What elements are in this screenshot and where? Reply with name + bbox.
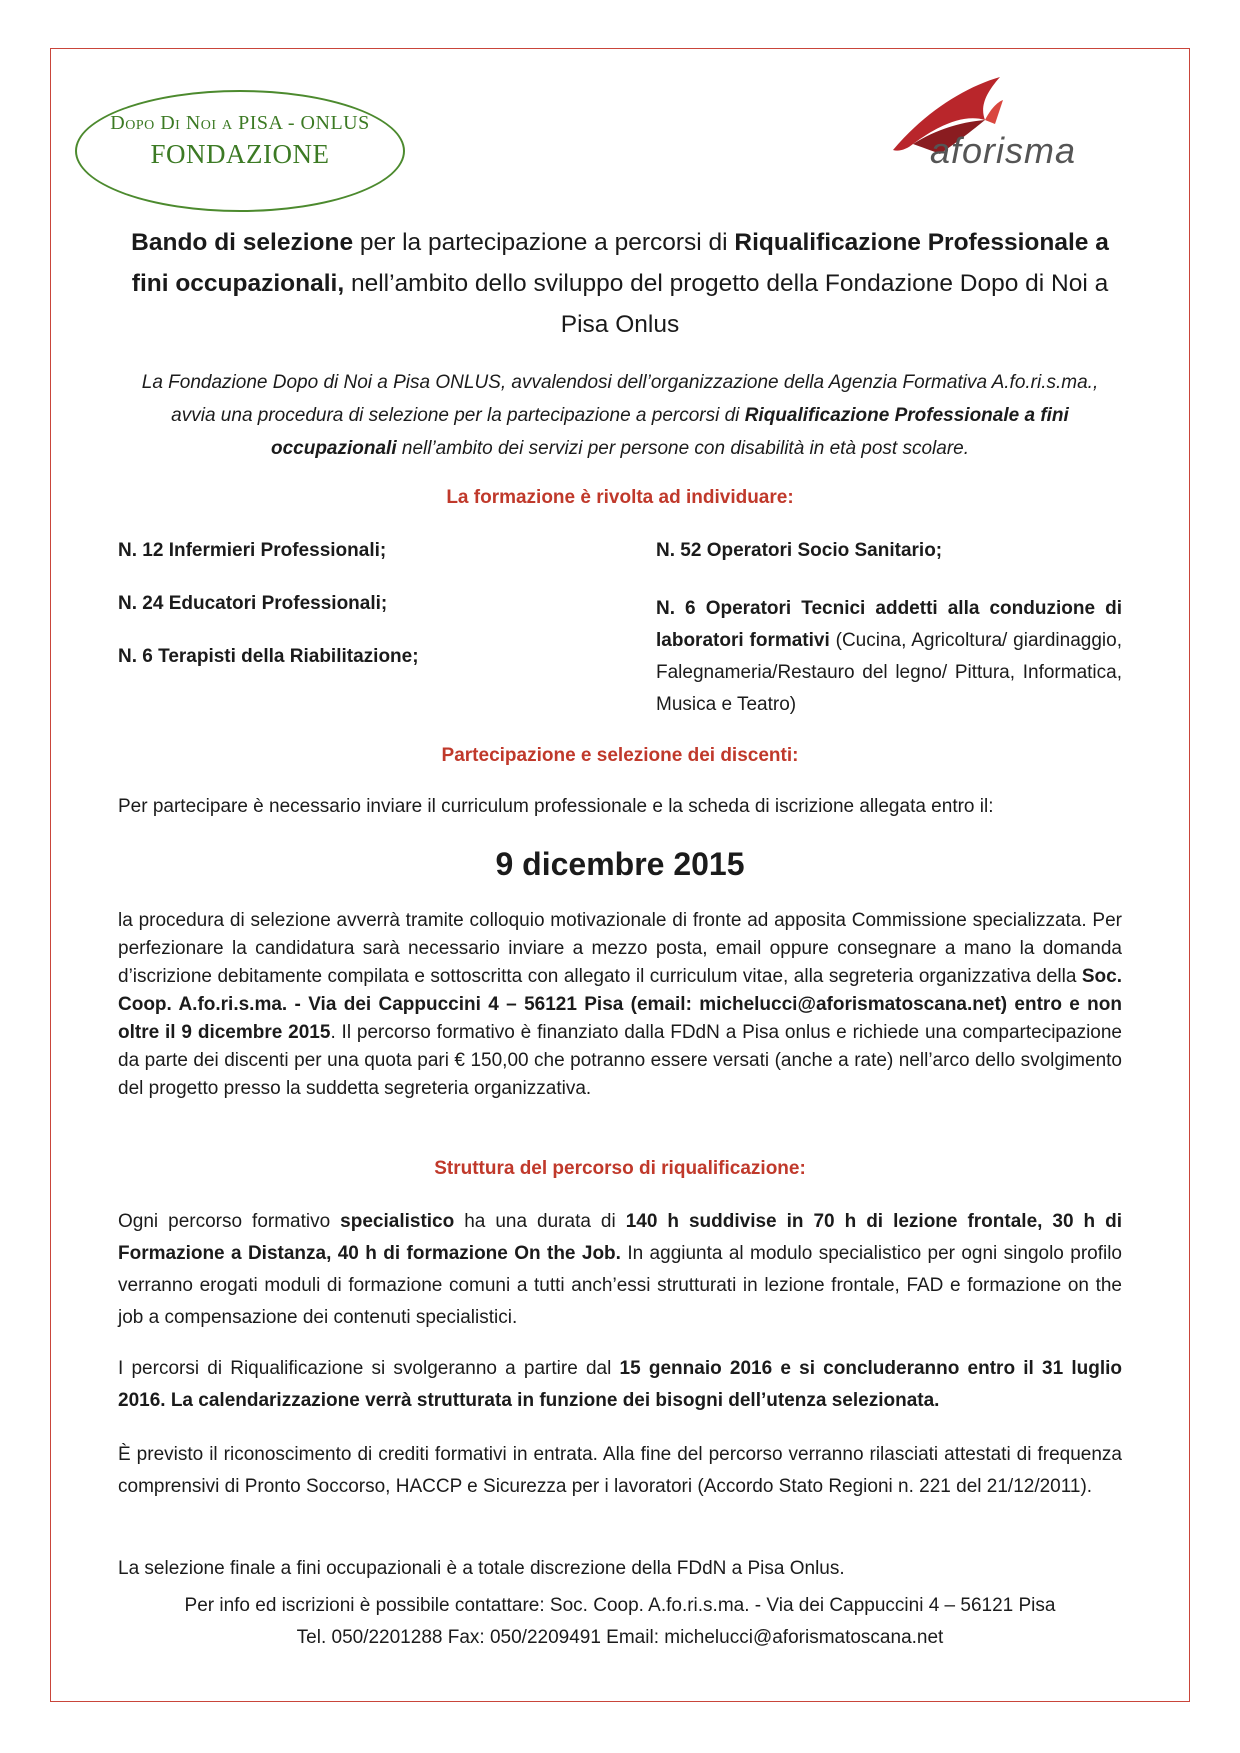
headline-bold-2: Riqualificazione Professionale a fini occupazionali, [131,229,1109,297]
procedure-text-1: la procedura di selezione avverrà tramite colloquio motivazionale di fronte ad apposita Commissione specializzata. Per perfezionare la candidatura sarà necessario inviare a mezzo posta, email oppure consegnare a mano la domanda d’iscrizione debitamente compilata e sottoscritta con allegato il curriculum vitae, alla segreteria organizzativa della [118,910,1122,987]
fondazione-logo-line2: FONDAZIONE [150,139,330,169]
intro-paragraph [118,366,1122,465]
contact-footer [118,1590,1122,1654]
profile-item-bold: N. 6 Operatori Tecnici addetti alla conduzione di laboratori formativi [656,598,1122,651]
participation-intro: Per partecipare è necessario inviare il curriculum professionale e la scheda di iscrizione allegata entro il: [118,796,994,817]
fondazione-logo [75,90,405,212]
headline-text-2: nell’ambito dello sviluppo del progetto della Fondazione Dopo di Noi a Pisa Onlus [344,270,1109,338]
structure-paragraph-2 [118,1353,1122,1417]
aforisma-brand: aforisma [930,130,1077,171]
structure-paragraph-4: La selezione finale a fini occupazionali è a totale discrezione della FDdN a Pisa Onlus. [118,1558,845,1579]
profile-item: N. 52 Operatori Socio Sanitario; [656,540,943,561]
procedure-text-2: . Il percorso formativo è finanziato dalla FDdN a Pisa onlus e richiede una compartecipazione da parte dei discenti per una quota pari € 150,00 che potranno essere versati (anche a rate) nell’arco dello svolgimento del progetto presso la suddetta segreteria organizzativa. [118,1022,1122,1099]
headline-bold-1: Bando di selezione [131,229,354,256]
aforisma-logo [885,72,1115,177]
structure-bold: specialistico [340,1211,455,1232]
structure-text: ha una durata di [454,1211,626,1232]
profiles-left-column [118,540,538,699]
structure-text: Ogni percorso formativo [118,1211,341,1232]
section-heading-partecipazione: Partecipazione e selezione dei discenti: [441,745,799,766]
profile-item: N. 24 Educatori Professionali; [118,593,388,614]
structure-text: I percorsi di Riqualificazione si svolgeranno a partire dal [118,1358,620,1379]
deadline-date: 9 dicembre 2015 [495,846,745,882]
intro-text-1: La Fondazione Dopo di Noi a Pisa ONLUS, avvalendosi dell’organizzazione della Agenzia Formativa A.fo.ri.s.ma., avvia una procedura di selezione per la partecipazione a percorsi di [141,372,1099,426]
procedure-bold-1: Soc. Coop. A.fo.ri.s.ma. - Via dei Cappuccini 4 – 56121 Pisa (email: michelucci@aforismatoscana.net) entro e non oltre il 9 dicembre 2015 [118,966,1122,1043]
profiles-right-column [656,540,1122,721]
profile-item: N. 6 Terapisti della Riabilitazione; [118,646,419,667]
profile-item-rest: (Cucina, Agricoltura/ giardinaggio, Falegnameria/Restauro del legno/ Pittura, Informatica, Musica e Teatro) [656,630,1122,715]
structure-paragraph-1 [118,1206,1122,1334]
structure-paragraph-3: È previsto il riconoscimento di crediti formativi in entrata. Alla fine del percorso verranno rilasciati attestati di frequenza comprensivi di Pronto Soccorso, HACCP e Sicurezza per i lavoratori (Accordo Stato Regioni n. 221 del 21/12/2011). [118,1444,1122,1497]
structure-bold: 140 h suddivise in 70 h di lezione frontale, 30 h di Formazione a Distanza, 40 h di formazione On the Job. [118,1211,1123,1264]
structure-bold: 15 gennaio 2016 e si concluderanno entro il 31 luglio 2016. La calendarizzazione verrà strutturata in funzione dei bisogni dell’utenza selezionata. [118,1358,1123,1411]
footer-line-2: Tel. 050/2201288 Fax: 050/2209491 Email: michelucci@aforismatoscana.net [296,1627,944,1648]
profile-item: N. 12 Infermieri Professionali; [118,540,387,561]
fondazione-logo-line1: Dopo Di Noi a PISA - ONLUS [110,112,370,134]
footer-line-1: Per info ed iscrizioni è possibile contattare: Soc. Coop. A.fo.ri.s.ma. - Via dei Cappuccini 4 – 56121 Pisa [184,1595,1056,1616]
headline-text-1: per la partecipazione a percorsi di [353,229,735,256]
structure-text: In aggiunta al modulo specialistico per ogni singolo profilo verranno erogati moduli di formazione comuni a tutti anch’essi strutturati in lezione frontale, FAD e formazione on the job a compensazione dei contenuti specialistici. [118,1243,1123,1328]
procedure-paragraph [118,907,1122,1103]
intro-text-2: nell’ambito dei servizi per persone con disabilità in età post scolare. [396,438,970,459]
headline [118,222,1122,345]
section-heading-struttura: Struttura del percorso di riqualificazione: [434,1158,806,1179]
section-heading-formazione: La formazione è rivolta ad individuare: [446,487,794,508]
profile-item [656,593,1122,721]
intro-bold-1: Riqualificazione Professionale a fini occupazionali [270,405,1069,459]
